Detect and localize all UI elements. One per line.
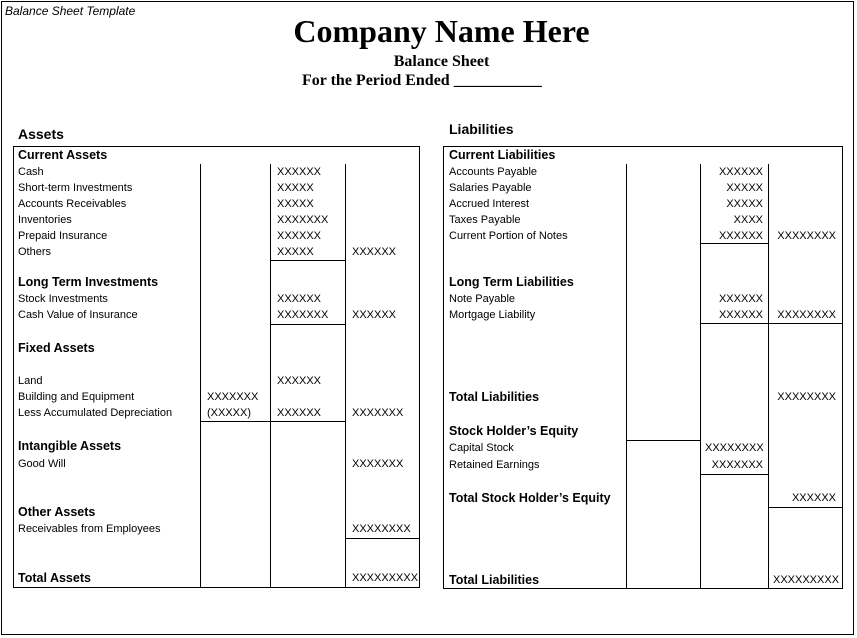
total-equity-label: Total Stock Holder’s Equity xyxy=(449,491,611,505)
asset-row-label: Inventories xyxy=(18,214,72,226)
grand-total-label: Total Liabilities xyxy=(449,573,540,587)
asset-row-label: Cash Value of Insurance xyxy=(18,309,138,321)
total-equity-value: XXXXXX xyxy=(791,492,836,504)
liability-row-label: Current Portion of Notes xyxy=(449,230,568,242)
asset-row-subtotal: XXXXXX xyxy=(352,246,397,258)
liabilities-bottom-rule xyxy=(443,588,843,589)
asset-row-label: Good Will xyxy=(18,458,66,470)
asset-row-detail: (XXXXX) xyxy=(207,407,252,419)
equity-row-value: XXXXXXX xyxy=(711,459,763,471)
subtotal-rule xyxy=(768,507,843,508)
assets-col-divider xyxy=(200,164,201,588)
asset-row-value: XXXXXX xyxy=(277,166,322,178)
asset-row-value: XXXXX xyxy=(277,182,314,194)
asset-row-value: XXXXXX xyxy=(277,230,322,242)
subtotal-rule xyxy=(700,243,769,244)
equity-row-label: Retained Earnings xyxy=(449,459,540,471)
liability-row-value: XXXXXX xyxy=(718,230,763,242)
subtotal-rule xyxy=(700,323,843,324)
current-liabilities-heading: Current Liabilities xyxy=(449,148,556,162)
grand-total-value: XXXXXXXXX xyxy=(773,574,840,586)
liability-row-value: XXXXXX xyxy=(718,293,763,305)
asset-row-subtotal: XXXXXXX xyxy=(352,407,404,419)
asset-row-label: Accounts Receivables xyxy=(18,198,127,210)
equity-row-label: Capital Stock xyxy=(449,442,514,454)
assets-col-divider xyxy=(270,164,271,588)
liabilities-col-divider xyxy=(700,164,701,589)
liability-row-value: XXXX xyxy=(733,214,763,226)
subtotal-rule xyxy=(700,474,769,475)
asset-row-label: Others xyxy=(18,246,52,258)
report-subtitle: Balance Sheet xyxy=(393,53,490,70)
intangible-assets-heading: Intangible Assets xyxy=(18,439,122,453)
asset-row-value: XXXXXX xyxy=(277,293,322,305)
long-term-investments-heading: Long Term Investments xyxy=(18,275,159,289)
assets-heading-rule xyxy=(13,146,420,147)
equity-heading: Stock Holder’s Equity xyxy=(449,424,579,438)
liabilities-heading: Liabilities xyxy=(449,121,514,137)
liabilities-col-divider xyxy=(768,164,769,589)
liability-row-label: Note Payable xyxy=(449,293,516,305)
asset-row-label: Short-term Investments xyxy=(18,182,133,194)
asset-row-value: XXXXX xyxy=(277,246,314,258)
subtotal-rule xyxy=(270,260,346,261)
asset-row-value: XXXXX xyxy=(277,198,314,210)
asset-row-label: Receivables from Employees xyxy=(18,523,161,535)
asset-row-subtotal: XXXXXX xyxy=(352,309,397,321)
asset-row-subtotal: XXXXXXX xyxy=(352,458,404,470)
liability-row-label: Salaries Payable xyxy=(449,182,532,194)
liability-row-value: XXXXX xyxy=(726,198,763,210)
total-liabilities-label: Total Liabilities xyxy=(449,390,540,404)
assets-left-border xyxy=(13,146,14,588)
liability-row-value: XXXXX xyxy=(726,182,763,194)
other-assets-heading: Other Assets xyxy=(18,505,96,519)
equity-row-value: XXXXXXXX xyxy=(705,442,764,454)
liability-row-label: Accounts Payable xyxy=(449,166,538,178)
fixed-assets-heading: Fixed Assets xyxy=(18,341,95,355)
assets-col-divider xyxy=(345,164,346,588)
period-line: For the Period Ended ___________ xyxy=(302,72,542,89)
subtotal-rule xyxy=(270,324,346,325)
company-name: Company Name Here xyxy=(293,13,590,49)
assets-bottom-rule xyxy=(13,587,420,588)
asset-row-label: Land xyxy=(18,375,43,387)
liability-row-value: XXXXXX xyxy=(718,166,763,178)
asset-row-value: XXXXXX xyxy=(277,407,322,419)
assets-heading: Assets xyxy=(18,126,64,142)
asset-row-value: XXXXXXX xyxy=(277,214,329,226)
asset-row-label: Building and Equipment xyxy=(18,391,135,403)
asset-row-label: Prepaid Insurance xyxy=(18,230,108,242)
liability-row-label: Taxes Payable xyxy=(449,214,521,226)
subtotal-rule xyxy=(626,440,701,441)
liability-row-label: Mortgage Liability xyxy=(449,309,536,321)
subtotal-rule xyxy=(200,421,346,422)
asset-row-label: Cash xyxy=(18,166,44,178)
total-assets-label: Total Assets xyxy=(18,571,91,585)
asset-row-value: XXXXXXX xyxy=(277,309,329,321)
liability-row-subtotal: XXXXXXXX xyxy=(777,230,836,242)
total-assets-value: XXXXXXXXX xyxy=(352,572,419,584)
subtotal-rule xyxy=(345,538,420,539)
template-label: Balance Sheet Template xyxy=(5,4,136,18)
asset-row-subtotal: XXXXXXXX xyxy=(352,523,411,535)
asset-row-value: XXXXXX xyxy=(277,375,322,387)
liabilities-col-divider xyxy=(626,164,627,589)
asset-row-label: Stock Investments xyxy=(18,293,108,305)
assets-right-border xyxy=(419,146,420,588)
current-assets-heading: Current Assets xyxy=(18,148,108,162)
liability-row-subtotal: XXXXXXXX xyxy=(777,309,836,321)
liability-row-value: XXXXXX xyxy=(718,309,763,321)
asset-row-label: Less Accumulated Depreciation xyxy=(18,407,173,419)
total-liabilities-value: XXXXXXXX xyxy=(777,391,836,403)
liabilities-heading-rule xyxy=(443,146,843,147)
liabilities-right-border xyxy=(842,146,843,589)
asset-row-detail: XXXXXXX xyxy=(207,391,259,403)
liability-row-label: Accrued Interest xyxy=(449,198,530,210)
liabilities-left-border xyxy=(443,146,444,589)
long-term-liabilities-heading: Long Term Liabilities xyxy=(449,275,574,289)
